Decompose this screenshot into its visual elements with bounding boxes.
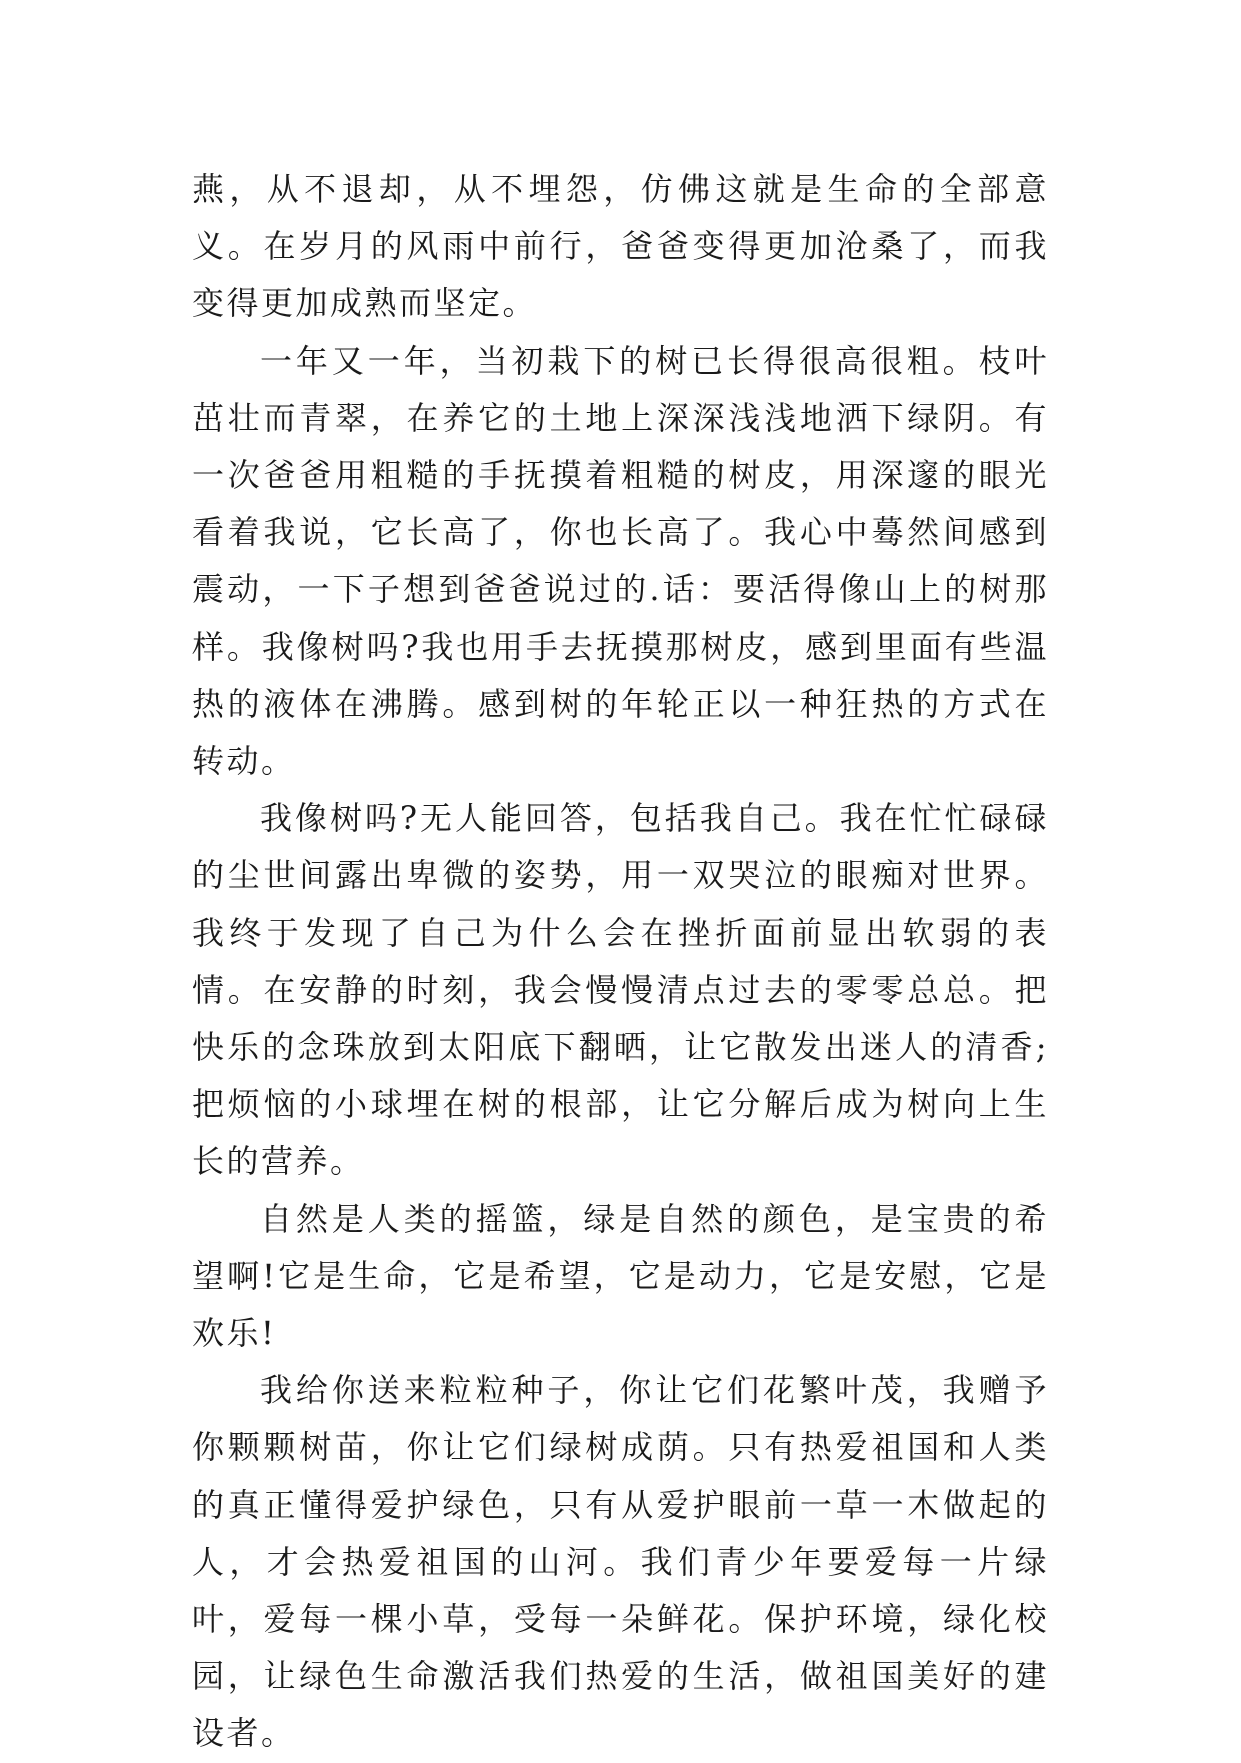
document-page	[192, 161, 1049, 1763]
paragraph-protect-green: 我给你送来粒粒种子，你让它们花繁叶茂，我赠予你颗颗树苗，你让它们绿树成荫。只有热爱祖国和人类的真正懂得爱护绿色，只有从爱护眼前一草一木做起的人，才会热爱祖国的山河。我们青少年要爱每一片绿叶，爱每一棵小草，受每一朵鲜花。保护环境，绿化校园，让绿色生命激活我们热爱的生活，做祖国美好的建设者。	[192, 1371, 1049, 1753]
paragraph-nature-cradle: 自然是人类的摇篮，绿是自然的颜色，是宝贵的希望啊!它是生命，它是希望，它是动力，它是安慰，它是欢乐!	[192, 1199, 1049, 1353]
paragraph-am-i-like-a-tree: 我像树吗?无人能回答，包括我自己。我在忙忙碌碌的尘世间露出卑微的姿势，用一双哭泣的眼痴对世界。我终于发现了自己为什么会在挫折面前显出软弱的表情。在安静的时刻，我会慢慢清点过去的零零总总。把快乐的念珠放到太阳底下翻晒，让它散发出迷人的清香;把烦恼的小球埋在树的根部，让它分解后成为树向上生长的营养。	[192, 799, 1049, 1181]
paragraph-tree-growth: 一年又一年，当初栽下的树已长得很高很粗。枝叶茁壮而青翠，在养它的土地上深深浅浅地洒下绿阴。有一次爸爸用粗糙的手抚摸着粗糙的树皮，用深邃的眼光看着我说，它长高了，你也长高了。我心中蓦然间感到震动，一下子想到爸爸说过的.话：要活得像山上的树那样。我像树吗?我也用手去抚摸那树皮，感到里面有些温热的液体在沸腾。感到树的年轮正以一种狂热的方式在转动。	[192, 341, 1049, 781]
paragraph-continuation: 燕，从不退却，从不埋怨，仿佛这就是生命的全部意义。在岁月的风雨中前行，爸爸变得更加沧桑了，而我变得更加成熟而坚定。	[192, 170, 1049, 323]
